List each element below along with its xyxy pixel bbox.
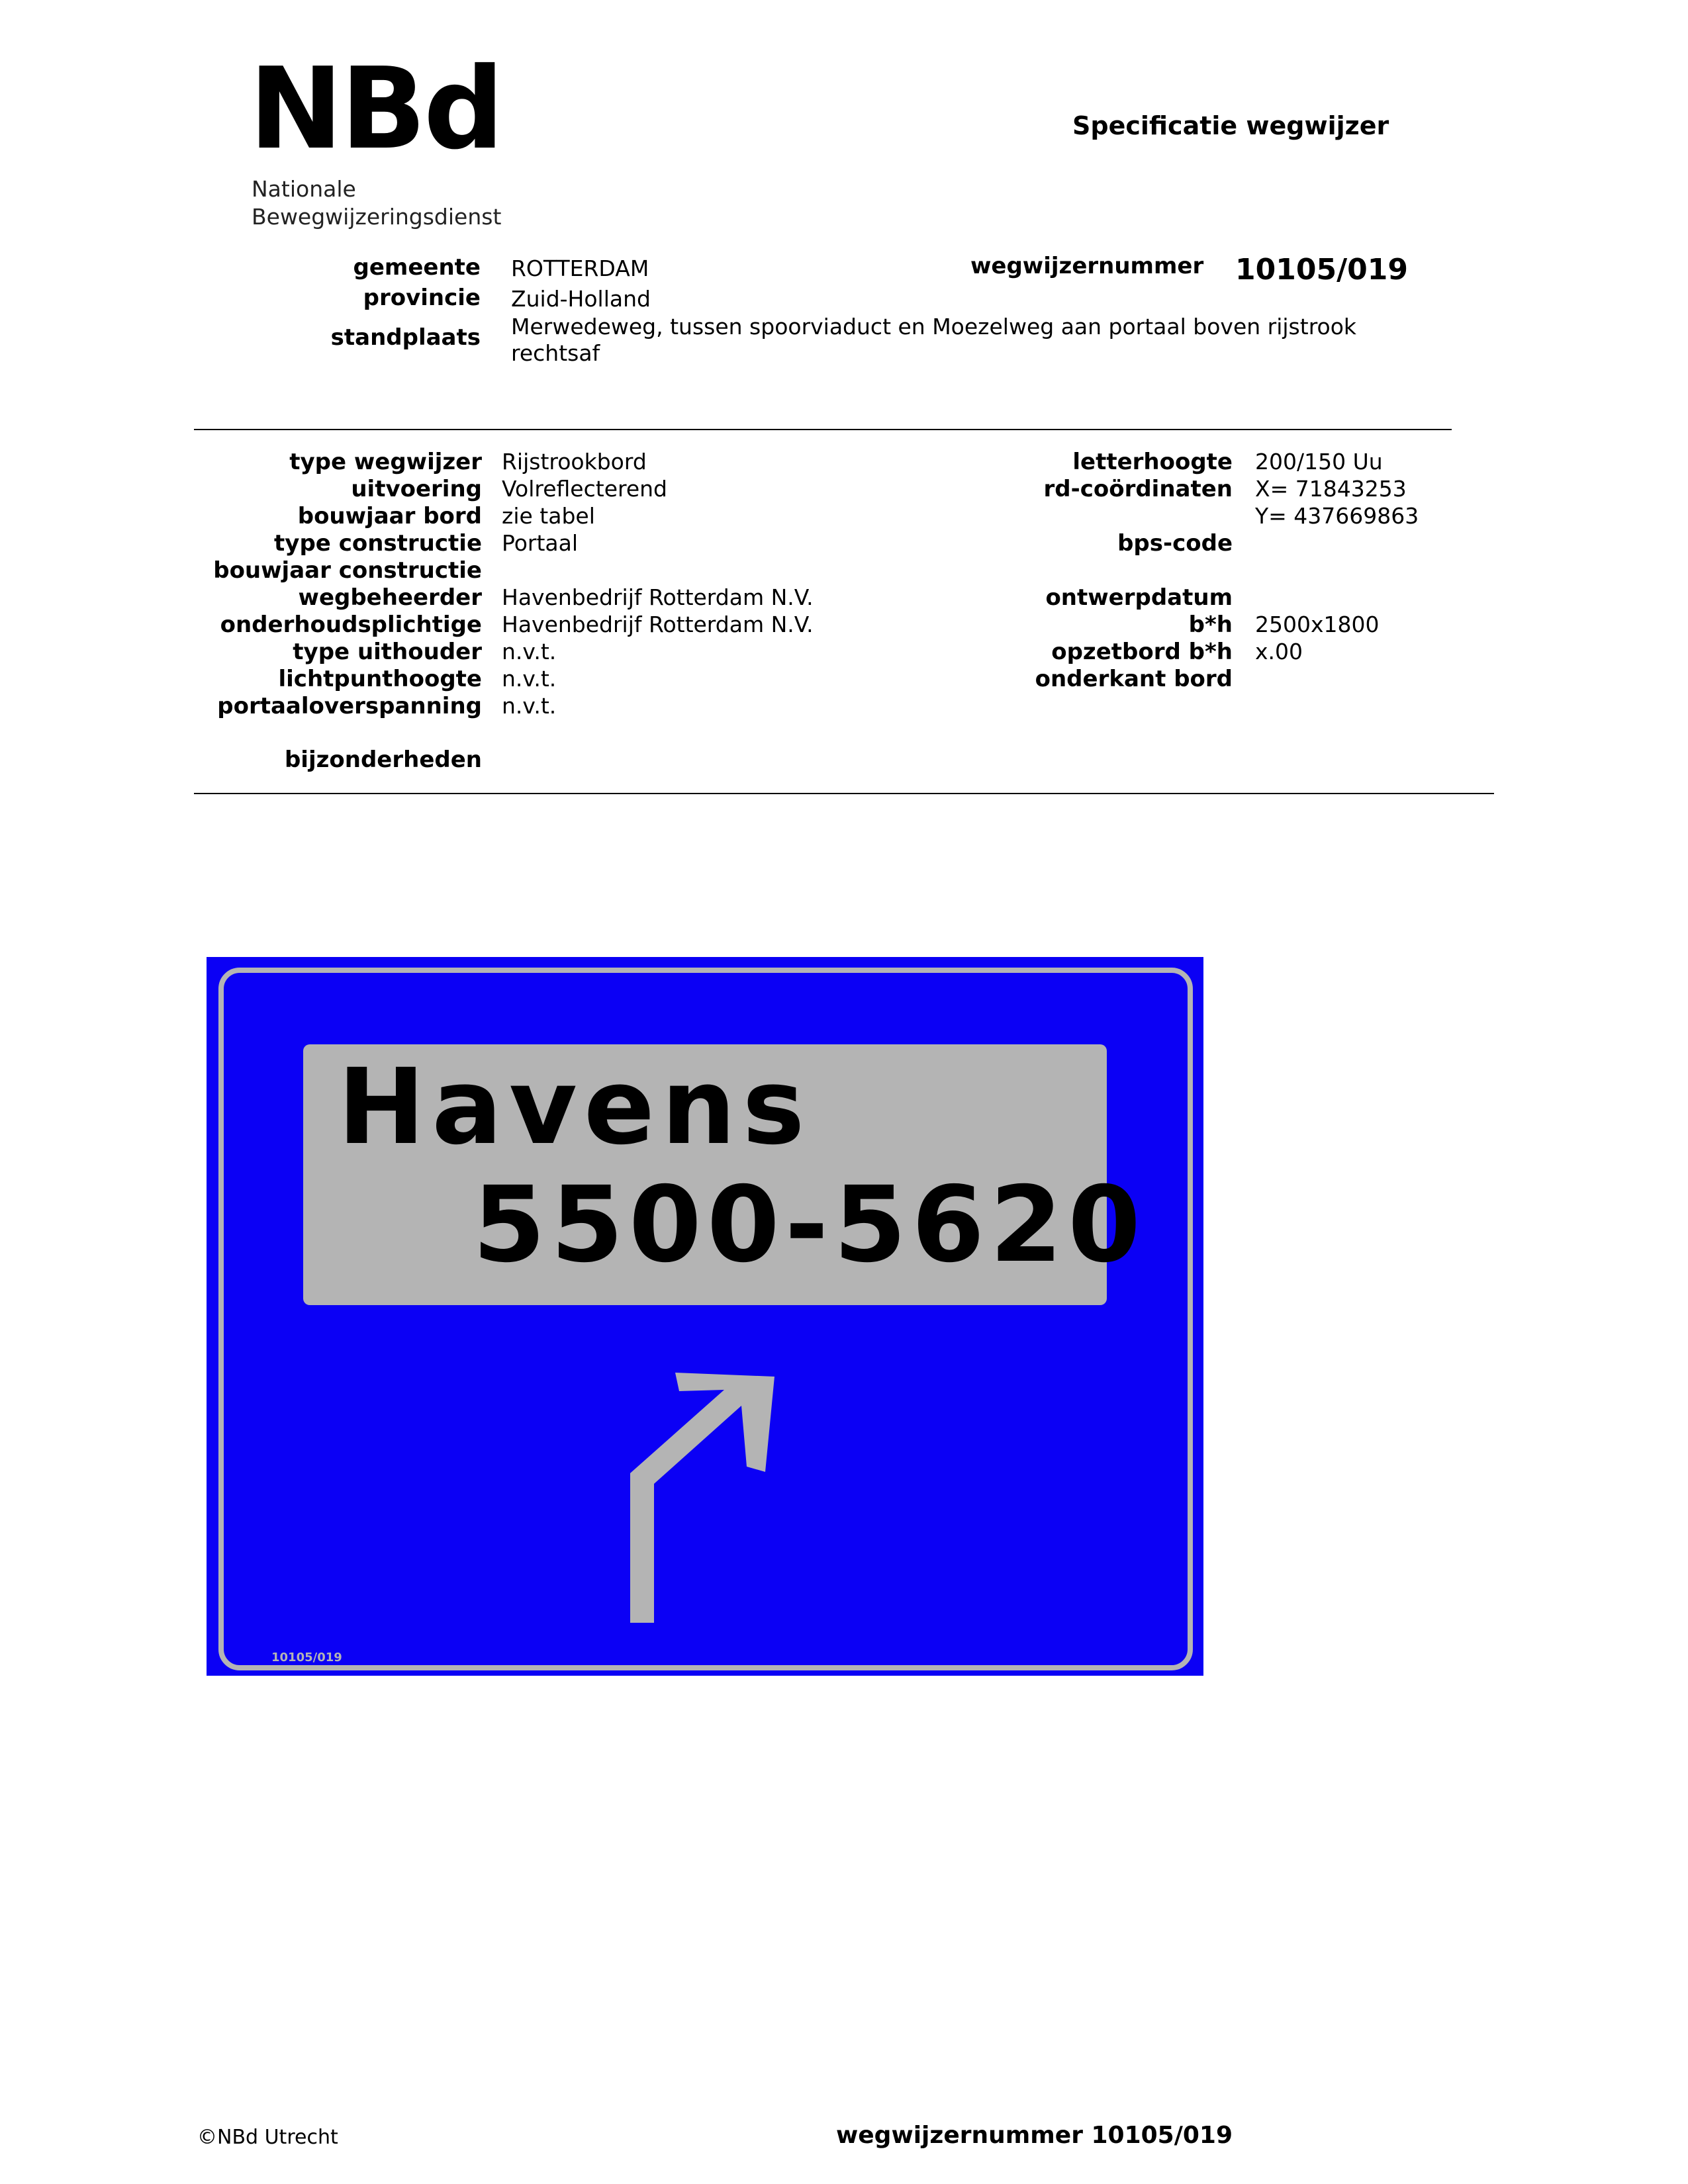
spec-value: zie tabel [502, 503, 595, 529]
standplaats-line-1: Merwedeweg, tussen spoorviaduct en Moezelweg aan portaal boven rijstrook [511, 314, 1357, 340]
logo-line-1: Nationale [252, 176, 356, 202]
spec-label: bps-code [1117, 530, 1233, 557]
sign-range: 5500-5620 [473, 1164, 1147, 1286]
standplaats-label: standplaats [330, 324, 481, 351]
spec-label: ontwerpdatum [1045, 584, 1233, 611]
road-sign [207, 957, 1203, 1676]
divider-bottom [194, 793, 1494, 794]
spec-value: Y= 437669863 [1255, 503, 1419, 529]
spec-value: 200/150 Uu [1255, 449, 1383, 475]
spec-label: lichtpunthoogte [278, 666, 482, 692]
arrow-turn-right-icon [630, 1367, 802, 1632]
sign-destination: Havens [338, 1046, 812, 1168]
spec-label: uitvoering [351, 476, 482, 502]
spec-label: portaaloverspanning [217, 693, 482, 719]
gemeente-label: gemeente [353, 254, 481, 281]
spec-label: b*h [1188, 612, 1233, 638]
wegwijzernummer-label: wegwijzernummer [970, 253, 1204, 279]
spec-value: n.v.t. [502, 666, 557, 692]
document-title: Specificatie wegwijzer [1072, 111, 1389, 140]
standplaats-line-2: rechtsaf [511, 340, 600, 366]
divider-top [194, 429, 1452, 430]
spec-label: bouwjaar bord [297, 503, 482, 529]
spec-value: n.v.t. [502, 693, 557, 719]
spec-label: type uithouder [293, 639, 482, 665]
nbd-logo: NBd [249, 44, 502, 175]
provincie-value: Zuid-Holland [511, 286, 651, 312]
spec-value: Volreflecterend [502, 476, 667, 502]
logo-line-2: Bewegwijzeringsdienst [252, 204, 502, 230]
spec-label: bouwjaar constructie [213, 557, 482, 584]
spec-label: letterhoogte [1072, 449, 1233, 475]
spec-label: type wegwijzer [289, 449, 482, 475]
spec-value: n.v.t. [502, 639, 557, 664]
sign-code: 10105/019 [265, 1651, 349, 1664]
footer-wegwijzernummer: wegwijzernummer 10105/019 [836, 2122, 1233, 2149]
spec-value: X= 71843253 [1255, 476, 1407, 502]
bijzonderheden-label: bijzonderheden [284, 747, 482, 773]
spec-label: rd-coördinaten [1043, 476, 1233, 502]
spec-value: Portaal [502, 530, 579, 556]
gemeente-value: ROTTERDAM [511, 255, 649, 281]
spec-value: x.00 [1255, 639, 1303, 664]
spec-label: wegbeheerder [298, 584, 482, 611]
spec-value: Havenbedrijf Rotterdam N.V. [502, 612, 814, 637]
wegwijzernummer-value: 10105/019 [1235, 253, 1408, 287]
spec-label: onderhoudsplichtige [220, 612, 482, 638]
spec-value: Havenbedrijf Rotterdam N.V. [502, 584, 814, 610]
spec-value: Rijstrookbord [502, 449, 647, 475]
spec-label: type constructie [274, 530, 482, 557]
spec-label: opzetbord b*h [1051, 639, 1233, 665]
footer-copyright: ©NBd Utrecht [197, 2126, 338, 2149]
spec-value: 2500x1800 [1255, 612, 1380, 637]
spec-label: onderkant bord [1035, 666, 1233, 692]
provincie-label: provincie [363, 285, 481, 311]
